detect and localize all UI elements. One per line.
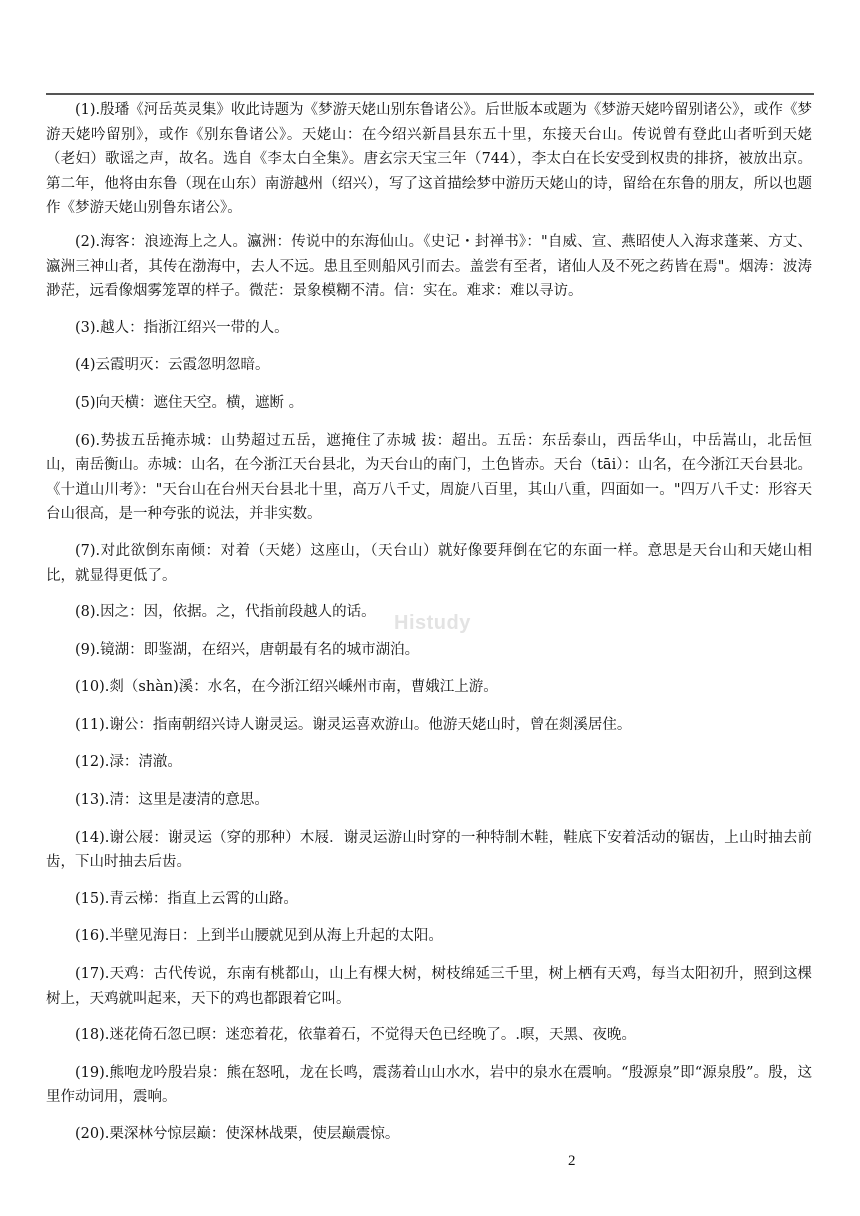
note-10: (10).剡（shàn)溪：水名，在今浙江绍兴嵊州市南，曹娥江上游。	[75, 679, 498, 696]
note-14: (14).谢公屐：谢灵运（穿的那种）木屐．谢灵运游山时穿的一种特制木鞋，鞋底下安着活动的锯齿，上山时抽去前齿，下山时抽去后齿。	[46, 829, 812, 871]
note-15: (15).青云梯：指直上云霄的山路。	[75, 890, 298, 907]
note-9: (9).镜湖：即鉴湖，在绍兴，唐朝最有名的城市湖泊。	[75, 641, 420, 658]
note-13: (13).清：这里是凄清的意思。	[75, 792, 269, 809]
note-18: (18).迷花倚石忽已暝：迷恋着花，依靠着石，不觉得天色已经晚了。.暝，天黑、夜晚。	[75, 1027, 636, 1044]
page-number: 2	[568, 1153, 576, 1169]
watermark-logo: Histudy	[394, 612, 471, 634]
note-11: (11).谢公：指南朝绍兴诗人谢灵运。谢灵运喜欢游山。他游天姥山时，曾在剡溪居住。	[75, 716, 632, 733]
note-19: (19).熊咆龙吟殷岩泉：熊在怒吼，龙在长鸣，震荡着山山水水，岩中的泉水在震响。“殷源泉”即“源泉殷”。殷，这里作动词用，震响。	[46, 1064, 812, 1106]
note-7: (7).对此欲倒东南倾：对着（天姥）这座山，（天台山）就好像要拜倒在它的东面一样。意思是天台山和天姥山相比，就显得更低了。	[46, 542, 812, 584]
note-3: (3).越人：指浙江绍兴一带的人。	[75, 319, 289, 336]
note-12: (12).渌：清澈。	[75, 754, 182, 771]
header-rule	[46, 93, 814, 95]
note-1: (1).殷璠《河岳英灵集》收此诗题为《梦游天姥山别东鲁诸公》。后世版本或题为《梦游天姥吟留别诸公》，或作《梦游天姥吟留别》，或作《别东鲁诸公》。天姥山：在今绍兴新昌县东五十里，东接天台山。传说曾有登此山者听到天姥（老妇）歌谣之声，故名。选自《李太白全集》。唐玄宗天宝三年（744），李太白在长安受到权贵的排挤，被放出京。第二年，他将由东鲁（现在山东）南游越州（绍兴），写了这首描绘梦中游历天姥山的诗，留给在东鲁的朋友，所以也题作《梦游天姥山别鲁东诸公》。	[46, 102, 812, 217]
note-20: (20).栗深林兮惊层巅：使深林战栗，使层巅震惊。	[75, 1126, 400, 1142]
note-16: (16).半壁见海日：上到半山腰就见到从海上升起的太阳。	[75, 928, 443, 945]
note-17: (17).天鸡：古代传说，东南有桃都山，山上有棵大树，树枝绵延三千里，树上栖有天鸡，每当太阳初升，照到这棵树上，天鸡就叫起来，天下的鸡也都跟着它叫。	[46, 966, 812, 1007]
note-4: (4)云霞明灭：云霞忽明忽暗。	[75, 357, 270, 374]
note-8: (8).因之：因，依据。之，代指前段越人的话。	[75, 604, 376, 621]
note-2: (2).海客：浪迹海上之人。瀛洲：传说中的东海仙山。《史记・封禅书》："自威、宣、燕昭使人入海求蓬莱、方丈、瀛洲三神山者，其传在渤海中，去人不远。患且至则船风引而去。盖尝有至者，诸仙人及不死之药皆在焉"。烟涛：波涛渺茫，远看像烟雾笼罩的样子。微茫：景象模糊不清。信：实在。难求：难以寻访。	[46, 233, 812, 300]
note-6: (6).势拔五岳掩赤城：山势超过五岳，遮掩住了赤城 拔：超出。五岳：东岳泰山，西岳华山，中岳嵩山，北岳恒山，南岳衡山。赤城：山名，在今浙江天台县北，为天台山的南门，土色皆赤。天台（tāi）：山名，在今浙江天台县北。《十道山川考》："天台山在台州天台县北十里，高万八千丈，周旋八百里，其山八重，四面如一。"四万八千丈：形容天台山很高，是一种夸张的说法，并非实数。	[46, 432, 812, 523]
note-5: (5)向天横：遮住天空。横，遮断 。	[75, 394, 304, 411]
